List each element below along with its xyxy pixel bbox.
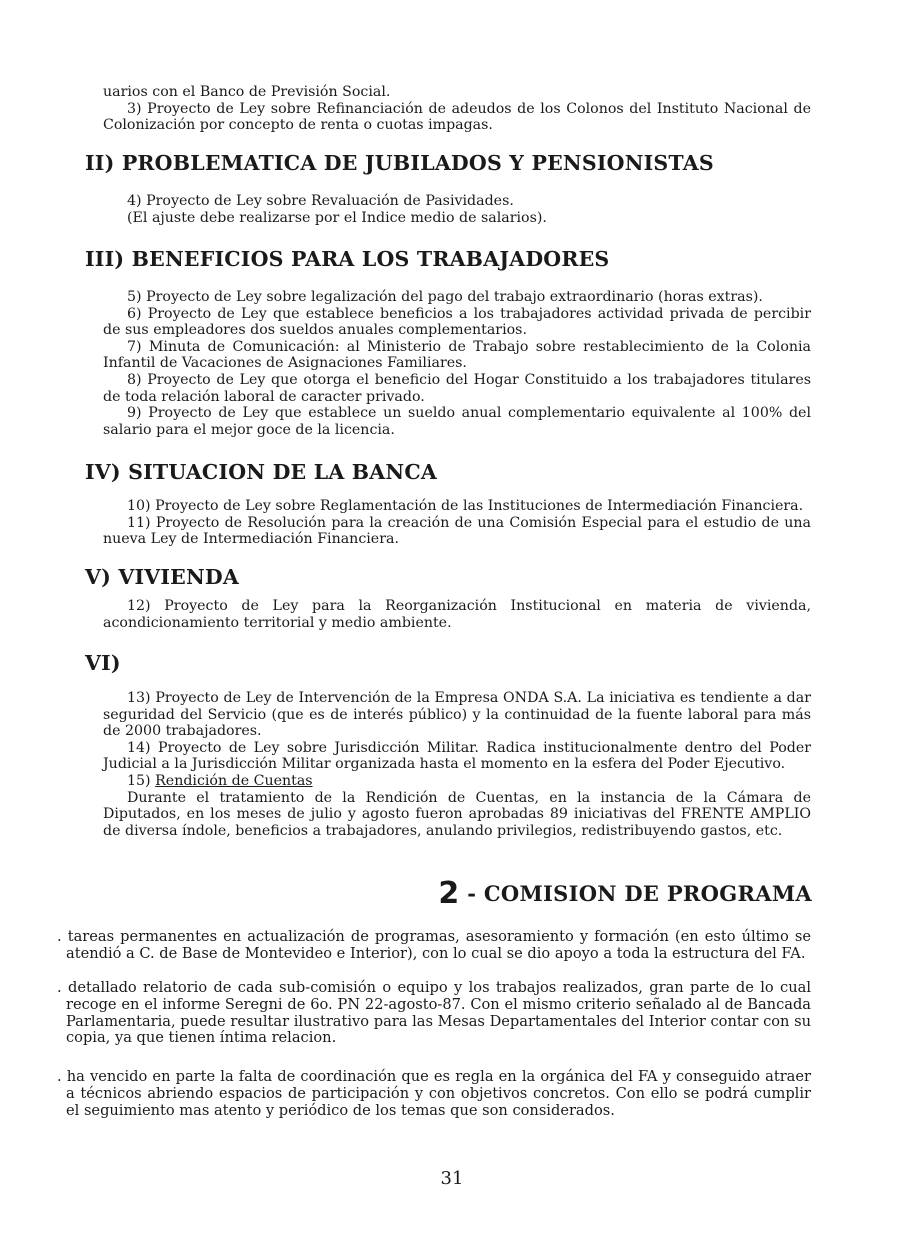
section-iii-body bbox=[103, 289, 811, 438]
comision-number: 2 bbox=[438, 876, 460, 911]
item-10: 10) Proyecto de Ley sobre Reglamentación de las Instituciones de Intermediación Financiera. bbox=[127, 498, 804, 514]
item-14: 14) Proyecto de Ley sobre Jurisdicción Militar. Radica institucionalmente dentro del Poder Judicial a la Jurisdicción Militar organizada hasta el momento en la esfera del Poder Ejecutivo. bbox=[103, 739, 811, 773]
item-15-number: 15) bbox=[127, 772, 156, 789]
item-4-note: (El ajuste debe realizarse por el Indice medio de salarios). bbox=[127, 209, 547, 226]
continuation-line: uarios con el Banco de Previsión Social. bbox=[103, 84, 391, 100]
item-5: 5) Proyecto de Ley sobre legalización del pago del trabajo extraordinario (horas extras). bbox=[127, 289, 763, 305]
comision-heading bbox=[438, 876, 812, 911]
section-heading-ii: II) PROBLEMATICA DE JUBILADOS Y PENSIONISTAS bbox=[85, 151, 714, 175]
section-vi-body bbox=[103, 690, 811, 839]
bullet-text: . tareas permanentes en actualización de programas, asesoramiento y formación (en esto último se atendió a C. de Base de Montevideo e Interior), con lo cual se dio apoyo a toda la estructura del FA. bbox=[57, 928, 811, 962]
item-3: 3) Proyecto de Ley sobre Refinanciación de adeudos de los Colonos del Instituto Nacional de Colonización por concepto de renta o cuotas impagas. bbox=[103, 100, 811, 134]
item-6: 6) Proyecto de Ley que establece beneficios a los trabajadores actividad privada de percibir de sus empleadores dos sueldos anuales complementarios. bbox=[103, 305, 811, 339]
section-heading-vi: VI) bbox=[85, 651, 121, 675]
item-8: 8) Proyecto de Ley que otorga el beneficio del Hogar Constituido a los trabajadores titulares de toda relación laboral de caracter privado. bbox=[103, 371, 811, 405]
comision-bullet-2 bbox=[57, 980, 811, 1047]
item-12: 12) Proyecto de Ley para la Reorganización Institucional en materia de vivienda, acondicionamiento territorial y medio ambiente. bbox=[103, 598, 811, 631]
item-13: 13) Proyecto de Ley de Intervención de la Empresa ONDA S.A. La iniciativa es tendiente a dar seguridad del Servicio (que es de interés público) y la continuidad de la fuente laboral para más de 2000 trabajadores. bbox=[103, 690, 811, 740]
item-4: 4) Proyecto de Ley sobre Revaluación de Pasividades. bbox=[127, 193, 514, 209]
section-heading-iii: III) BENEFICIOS PARA LOS TRABAJADORES bbox=[85, 247, 610, 271]
item-9: 9) Proyecto de Ley que establece un sueldo anual complementario equivalente al 100% del salario para el mejor goce de la licencia. bbox=[103, 405, 811, 438]
bullet-text: . ha vencido en parte la falta de coordinación que es regla en la orgánica del FA y conseguido atraer a técnicos abriendo espacios de participación y con objetivos concretos. Con ello se podrá cumplir el seguimiento mas atento y periódico de los temas que son considerados. bbox=[57, 1068, 811, 1119]
section-v-body bbox=[103, 598, 811, 631]
intro-block bbox=[103, 84, 811, 134]
item-15 bbox=[103, 773, 811, 790]
section-iv-body bbox=[103, 498, 811, 548]
item-15-body: Durante el tratamiento de la Rendición de Cuentas, en la instancia de la Cámara de Diputados, en los meses de julio y agosto fueron aprobadas 89 iniciativas del FRENTE AMPLIO de diversa índole, beneficios a trabajadores, anulando privilegios, redistribuyendo gastos, etc. bbox=[103, 789, 811, 839]
item-7: 7) Minuta de Comunicación: al Ministerio de Trabajo sobre restablecimiento de la Colonia Infantil de Vacaciones de Asignaciones Familiares. bbox=[103, 338, 811, 372]
comision-title: - COMISION DE PROGRAMA bbox=[459, 881, 812, 906]
item-11: 11) Proyecto de Resolución para la creación de una Comisión Especial para el estudio de una nueva Ley de Intermediación Financiera. bbox=[103, 514, 811, 548]
section-heading-v: V) VIVIENDA bbox=[85, 565, 239, 589]
page-number: 31 bbox=[440, 1168, 464, 1189]
comision-bullet-1 bbox=[57, 929, 811, 963]
rendicion-de-cuentas-heading: Rendición de Cuentas bbox=[155, 772, 313, 789]
section-heading-iv: IV) SITUACION DE LA BANCA bbox=[85, 460, 437, 484]
section-ii-body bbox=[127, 193, 811, 226]
bullet-text: . detallado relatorio de cada sub-comisión o equipo y los trabajos realizados, gran parte de lo cual recoge en el informe Seregni de 6o. PN 22-agosto-87. Con el mismo criterio señalado al de Bancada Parlamentaria, puede resultar ilustrativo para las Mesas Departamentales del Interior contar con su copia, ya que tienen íntima relacion. bbox=[57, 979, 811, 1047]
comision-bullet-3 bbox=[57, 1069, 811, 1119]
